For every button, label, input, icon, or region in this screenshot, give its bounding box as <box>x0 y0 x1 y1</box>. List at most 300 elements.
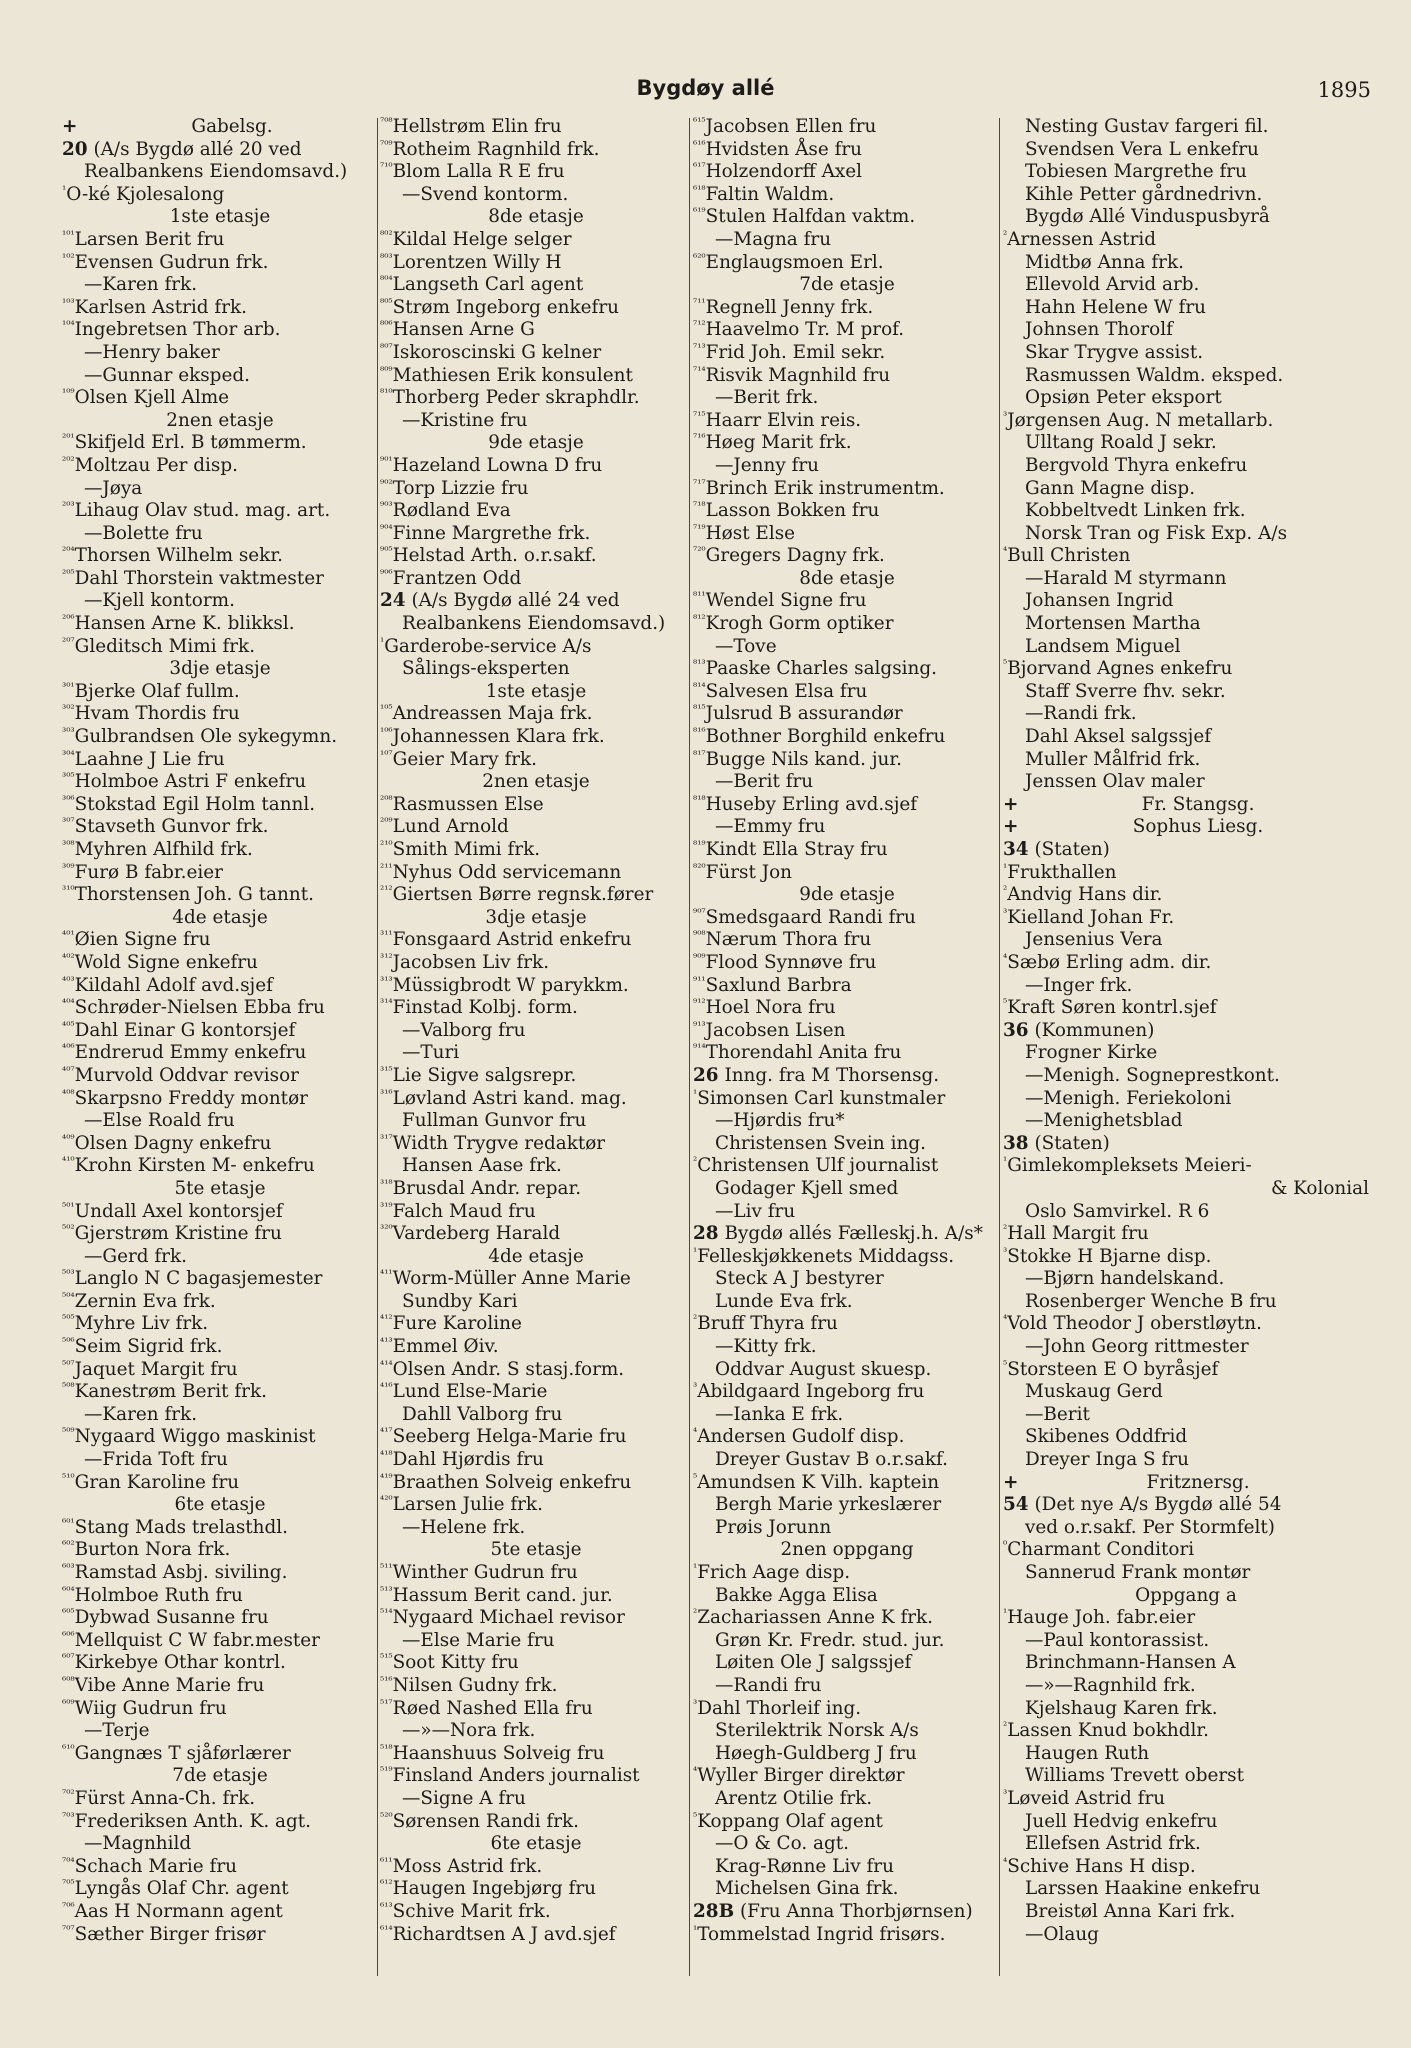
directory-entry: Midtbø Anna frk. <box>1025 251 1184 273</box>
directory-entry: $^{^{711}}$Regnell Jenny frk. <box>693 296 874 318</box>
directory-entry: $^{^{103}}$Karlsen Astrid frk. <box>62 296 248 318</box>
directory-entry: Realbankens Eiendomsavd.) <box>84 161 348 183</box>
directory-entry: Gann Magne disp. <box>1025 477 1196 499</box>
unit-number: ⁶⁰² <box>62 1539 75 1552</box>
directory-entry: Skibenes Oddfrid <box>1025 1426 1188 1448</box>
directory-entry: $^{^{706}}$Aas H Normann agent <box>62 1900 283 1922</box>
directory-entry: $^{^1}$Gimlekompleksets Meieri- <box>1003 1155 1252 1177</box>
directory-entry: Oslo Samvirkel. R 6 <box>1025 1200 1210 1222</box>
unit-number: ⁷¹⁴ <box>693 364 706 377</box>
directory-entry: $^{^{211}}$Nyhus Odd servicemann <box>380 861 622 883</box>
cross-street: + Sophus Liesg. <box>1003 816 1264 838</box>
directory-entry: $^{^{703}}$Frederiksen Anth. K. agt. <box>62 1810 312 1832</box>
directory-entry: $^{^{418}}$Dahl Hjørdis fru <box>380 1449 544 1471</box>
floor-heading: 5te etasje <box>490 1539 582 1561</box>
unit-number: ⁶¹⁴ <box>380 1923 393 1936</box>
directory-entry: $^{^2}$Arnessen Astrid <box>1003 228 1157 250</box>
directory-entry: Kihle Petter gårdnedrivn. <box>1025 183 1263 205</box>
directory-entry: Svendsen Vera L enkefru <box>1025 138 1259 160</box>
directory-entry: Realbankens Eiendomsavd.) <box>402 613 666 635</box>
directory-entry: $^{^1}$Felleskjøkkenets Middagss. <box>693 1245 955 1267</box>
directory-entry: —Frida Toft fru <box>84 1449 228 1471</box>
floor-heading: 6te etasje <box>490 1833 582 1855</box>
unit-number: ⁴¹⁸ <box>380 1449 393 1462</box>
directory-entry: $^{^{909}}$Flood Synnøve fru <box>693 951 877 973</box>
directory-entry: Michelsen Gina frk. <box>715 1878 899 1900</box>
directory-entry: $^{^{420}}$Larsen Julie frk. <box>380 1494 543 1516</box>
directory-entry: —Gerd frk. <box>84 1245 187 1267</box>
unit-number: ⁹⁰² <box>380 477 393 490</box>
directory-entry: $^{^{608}}$Vibe Anne Marie fru <box>62 1674 265 1696</box>
unit-number: ⁴ <box>693 1765 698 1778</box>
directory-entry: Sterilektrik Norsk A/s <box>715 1720 919 1742</box>
directory-entry: $^{^{901}}$Hazeland Lowna D fru <box>380 454 603 476</box>
directory-entry: Lunde Eva frk. <box>715 1290 853 1312</box>
directory-entry: Frogner Kirke <box>1025 1042 1158 1064</box>
directory-entry: $^{^{605}}$Dybwad Susanne fru <box>62 1607 269 1629</box>
unit-number: ⁷⁰² <box>62 1787 75 1800</box>
building-heading: 38 (Staten) <box>1003 1132 1110 1154</box>
unit-number: ⁸⁰² <box>380 228 393 241</box>
unit-number: ³⁰⁸ <box>62 839 75 851</box>
unit-number: ⁵¹⁵ <box>380 1652 393 1665</box>
directory-entry: $^{^{404}}$Schrøder-Nielsen Ebba fru <box>62 997 325 1019</box>
directory-entry: —John Georg rittmester <box>1025 1336 1249 1358</box>
unit-number: ⁶¹⁹ <box>693 206 706 219</box>
unit-number: ⁶⁰⁶ <box>62 1629 75 1642</box>
directory-entry: —Turi <box>402 1042 460 1064</box>
unit-number: ³¹⁵ <box>380 1064 393 1077</box>
directory-entry: Bygdø Allé Vinduspusbyrå <box>1025 206 1270 228</box>
floor-heading: 8de etasje <box>799 567 895 589</box>
unit-number: ⁶¹⁵ <box>693 116 706 128</box>
unit-number: ⁴⁰⁶ <box>62 1042 75 1055</box>
directory-entry: —Kristine fru <box>402 409 528 431</box>
unit-number: ²¹² <box>380 884 393 897</box>
directory-entry: Breistøl Anna Kari frk. <box>1025 1900 1236 1922</box>
directory-entry: —Bjørn handelskand. <box>1025 1268 1225 1290</box>
building-heading: 26 Inng. fra M Thorsensg. <box>693 1064 940 1086</box>
directory-entry: $^{^{109}}$Olsen Kjell Alme <box>62 387 230 409</box>
directory-entry: $^{^{707}}$Sæther Birger frisør <box>62 1923 266 1945</box>
directory-entry: $^{^{315}}$Lie Sigve salgsrepr. <box>380 1064 577 1086</box>
directory-entry: $^{^1}$Frich Aage disp. <box>693 1562 851 1583</box>
directory-entry: —Else Marie fru <box>402 1629 555 1651</box>
directory-entry: $^{^{303}}$Gulbrandsen Ole sykegymn. <box>62 726 338 748</box>
unit-number: ⁵¹⁹ <box>380 1765 393 1778</box>
unit-number: ⁵⁰⁴ <box>62 1290 75 1303</box>
unit-number: ⁹¹⁴ <box>693 1042 706 1055</box>
directory-entry: $^{^{805}}$Strøm Ingeborg enkefru <box>380 296 619 318</box>
unit-number: ⁹⁰⁸ <box>693 929 706 942</box>
building-heading: 54 (Det nye A/s Bygdø allé 54 <box>1003 1494 1282 1516</box>
floor-heading: 9de etasje <box>488 432 584 454</box>
directory-entry: $^{^{313}}$Müssigbrodt W parykkm. <box>380 974 629 996</box>
directory-entry: Fullman Gunvor fru <box>402 1110 587 1132</box>
unit-number: ³⁰² <box>62 703 75 716</box>
unit-number: ³¹⁸ <box>380 1177 393 1190</box>
directory-entry: —Olaug <box>1025 1923 1099 1945</box>
building-heading: 24 (A/s Bygdø allé 24 ved <box>380 590 620 612</box>
unit-number: ⁷⁰³ <box>62 1810 75 1823</box>
unit-number: ⁶⁰⁵ <box>62 1607 75 1620</box>
directory-entry: $^{^3}$Abildgaard Ingeborg fru <box>693 1381 925 1403</box>
unit-number: ⁵ <box>1003 997 1008 1010</box>
directory-entry: $^{^{405}}$Dahl Einar G kontorsjef <box>62 1019 296 1041</box>
directory-entry: —Paul kontorassist. <box>1025 1629 1210 1651</box>
directory-entry: $^{^{806}}$Hansen Arne G <box>380 319 535 341</box>
directory-entry: $^{^2}$Hall Margit fru <box>1003 1223 1149 1245</box>
unit-number: ²¹⁰ <box>380 839 393 851</box>
directory-entry: $^{^1}$Frukthallen <box>1003 861 1117 883</box>
directory-entry: $^{^{712}}$Haavelmo Tr. M prof. <box>693 319 905 341</box>
floor-heading: 7de etasje <box>172 1765 268 1787</box>
directory-entry: $^{^{906}}$Frantzen Odd <box>380 567 522 589</box>
directory-entry: $^{^{411}}$Worm-Müller Anne Marie <box>380 1268 631 1290</box>
directory-entry: $^{^{615}}$Jacobsen Ellen fru <box>693 116 877 137</box>
directory-entry: $^{^{317}}$Width Trygve redaktør <box>380 1132 606 1154</box>
directory-entry: Opsiøn Peter eksport <box>1025 387 1222 409</box>
unit-number: ⁹⁰⁶ <box>380 567 393 580</box>
directory-entry: $^{^{320}}$Vardeberg Harald <box>380 1223 561 1245</box>
unit-number: ⁴¹⁶ <box>380 1381 393 1394</box>
unit-number: ⁸⁰⁴ <box>380 274 393 287</box>
directory-entry: $^{^{907}}$Smedsgaard Randi fru <box>693 906 916 928</box>
directory-entry: —Berit frk. <box>715 387 819 409</box>
directory-entry: Dreyer Gustav B o.r.sakf. <box>715 1449 949 1471</box>
unit-number: ⁶¹³ <box>380 1900 393 1913</box>
unit-number: ⁷⁰⁸ <box>380 116 393 128</box>
directory-entry: —Berit <box>1025 1403 1090 1425</box>
directory-entry: $^{^{705}}$Lyngås Olaf Chr. agent <box>62 1878 289 1900</box>
directory-entry: Muller Målfrid frk. <box>1025 748 1201 770</box>
directory-entry: $^{^{318}}$Brusdal Andr. repar. <box>380 1177 582 1199</box>
unit-number: ⁵¹⁸ <box>380 1742 393 1755</box>
unit-number: ⁷²⁰ <box>693 545 706 558</box>
directory-entry: $^{^{807}}$Iskoroscinski G kelner <box>380 341 602 363</box>
unit-number: ⁵⁰³ <box>62 1268 75 1281</box>
directory-entry: $^{^{306}}$Stokstad Egil Holm tannl. <box>62 793 316 815</box>
directory-entry: Dreyer Inga S fru <box>1025 1449 1189 1471</box>
building-heading: 28B (Fru Anna Thorbjørnsen) <box>693 1900 973 1922</box>
unit-number: ⁶¹⁷ <box>693 161 706 174</box>
directory-entry: Johnsen Thorolf <box>1025 319 1173 341</box>
unit-number: ²⁰⁵ <box>62 567 75 580</box>
directory-entry: $^{^{913}}$Jacobsen Lisen <box>693 1019 846 1041</box>
directory-entry: —Kjell kontorm. <box>84 590 235 612</box>
unit-number: ⁸⁰⁹ <box>380 364 393 377</box>
directory-entry: $^{^5}$Storsteen E O byråsjef <box>1003 1358 1219 1380</box>
unit-number: ⁴⁰⁴ <box>62 997 75 1010</box>
unit-number: ¹ <box>693 1245 698 1258</box>
directory-entry: $^{^{516}}$Nilsen Gudny frk. <box>380 1674 558 1696</box>
unit-number: ⁸¹⁶ <box>693 726 706 739</box>
unit-number: ²⁰¹ <box>62 432 75 445</box>
unit-number: ⁶⁰⁹ <box>62 1697 75 1710</box>
unit-number: ⁹⁰⁹ <box>693 951 706 964</box>
unit-number: ¹ <box>1003 1155 1008 1168</box>
directory-entry: $^{^{710}}$Blom Lalla R E fru <box>380 161 565 183</box>
unit-number: ¹⁰⁹ <box>62 387 75 400</box>
directory-entry: $^{^{908}}$Nærum Thora fru <box>693 929 872 951</box>
directory-column-2 <box>380 116 692 1946</box>
directory-entry: $^{^{617}}$Holzendorff Axel <box>693 161 863 183</box>
directory-entry: Dahl Aksel salgssjef <box>1025 726 1212 748</box>
directory-entry: Jensenius Vera <box>1025 929 1163 951</box>
unit-number: ⁷¹⁵ <box>693 409 706 422</box>
directory-entry: Rosenberger Wenche B fru <box>1025 1290 1277 1312</box>
directory-entry: $^{^{106}}$Johannessen Klara frk. <box>380 726 605 748</box>
unit-number: ⁸¹⁰ <box>380 387 393 400</box>
unit-number: ² <box>693 1313 698 1326</box>
directory-entry: —Ianka E frk. <box>715 1403 844 1425</box>
directory-entry: $^{^{408}}$Skarpsno Freddy montør <box>62 1087 308 1109</box>
unit-number: ⁸¹⁸ <box>693 793 706 806</box>
floor-heading: 5te etasje <box>174 1177 266 1199</box>
unit-number: ⁴¹² <box>380 1313 393 1326</box>
directory-entry: Kjelshaug Karen frk. <box>1025 1697 1218 1719</box>
directory-entry: —Liv fru <box>715 1200 796 1222</box>
directory-entry: $^{^5}$Koppang Olaf agent <box>693 1810 883 1832</box>
directory-entry: Ellefsen Astrid frk. <box>1025 1833 1201 1855</box>
directory-entry: —Menigh. Feriekoloni <box>1025 1087 1232 1109</box>
directory-entry: $^{^{520}}$Sørensen Randi frk. <box>380 1810 580 1832</box>
directory-entry: —Henry baker <box>84 341 220 363</box>
floor-heading: 4de etasje <box>488 1245 584 1267</box>
unit-number: ⁹⁰³ <box>380 500 393 513</box>
unit-number: ⁵¹³ <box>380 1584 393 1597</box>
directory-entry: $^{^{601}}$Stang Mads trelasthdl. <box>62 1516 288 1538</box>
directory-entry: —Else Roald fru <box>84 1110 235 1132</box>
directory-entry: Sundby Kari <box>402 1290 518 1312</box>
unit-number: ⁴ <box>1003 951 1008 964</box>
directory-entry: $^{^0}$Charmant Conditori <box>1003 1539 1195 1561</box>
unit-number: ¹⁰⁷ <box>380 748 393 761</box>
floor-heading: 8de etasje <box>488 206 584 228</box>
directory-entry: $^{^{817}}$Bugge Nils kand. jur. <box>693 748 902 770</box>
unit-number: ⁵ <box>693 1471 698 1484</box>
directory-entry: $^{^{107}}$Geier Mary frk. <box>380 748 538 770</box>
directory-entry: $^{^{416}}$Lund Else-Marie <box>380 1381 548 1403</box>
directory-entry: $^{^{503}}$Langlo N C bagasjemester <box>62 1268 323 1290</box>
directory-entry: $^{^{803}}$Lorentzen Willy H <box>380 251 562 273</box>
unit-number: ² <box>693 1155 698 1168</box>
directory-entry: $^{^5}$Bjorvand Agnes enkefru <box>1003 658 1233 680</box>
directory-entry: $^{^{514}}$Nygaard Michael revisor <box>380 1607 625 1629</box>
unit-number: ¹⁰⁵ <box>380 703 393 716</box>
unit-number: ²⁰⁷ <box>62 635 75 648</box>
unit-number: ² <box>1003 1223 1008 1236</box>
unit-number: ³⁰¹ <box>62 680 75 693</box>
directory-entry: $^{^4}$Bull Christen <box>1003 545 1131 567</box>
building-heading: 34 (Staten) <box>1003 839 1110 860</box>
directory-entry: —Harald M styrmann <box>1025 567 1227 589</box>
directory-column-3 <box>693 116 1001 1946</box>
directory-entry: Muskaug Gerd <box>1025 1381 1163 1403</box>
directory-entry: $^{^{607}}$Kirkebye Othar kontrl. <box>62 1652 286 1674</box>
unit-number: ⁸⁰³ <box>380 251 393 264</box>
directory-entry: —Gunnar eksped. <box>84 364 250 386</box>
page-number: 1895 <box>1317 78 1371 102</box>
directory-entry: $^{^{515}}$Soot Kitty fru <box>380 1652 519 1674</box>
floor-heading: 3dje etasje <box>485 906 587 928</box>
cross-street-icon: + <box>1003 793 1019 815</box>
directory-entry: Haugen Ruth <box>1025 1742 1150 1764</box>
unit-number: ⁹¹³ <box>693 1019 706 1032</box>
directory-entry: $^{^{718}}$Lasson Bokken fru <box>693 500 880 522</box>
unit-number: ²⁰² <box>62 454 75 467</box>
unit-number: ⁷⁰⁹ <box>380 138 393 151</box>
unit-number: ⁹⁰⁴ <box>380 522 393 535</box>
unit-number: ⁴ <box>1003 1855 1008 1868</box>
directory-entry: $^{^2}$Christensen Ulf journalist <box>693 1155 939 1177</box>
directory-entry: $^{^{506}}$Seim Sigrid frk. <box>62 1336 223 1358</box>
directory-entry: Prøis Jorunn <box>715 1516 832 1538</box>
directory-entry: $^{^{519}}$Finsland Anders journalist <box>380 1765 640 1787</box>
directory-entry: Brinchmann-Hansen A <box>1025 1652 1236 1674</box>
directory-entry: $^{^{804}}$Langseth Carl agent <box>380 274 584 296</box>
unit-number: ⁶¹⁰ <box>62 1742 75 1755</box>
directory-entry: Skar Trygve assist. <box>1025 341 1204 363</box>
directory-entry: $^{^{102}}$Evensen Gudrun frk. <box>62 251 269 273</box>
directory-entry: $^{^4}$Sæbø Erling adm. dir. <box>1003 951 1212 973</box>
directory-entry: Ellevold Arvid arb. <box>1025 274 1200 296</box>
directory-entry: $^{^{501}}$Undall Axel kontorsjef <box>62 1200 283 1222</box>
page-header-title: Bygdøy allé <box>636 76 775 100</box>
unit-number: ³⁰⁹ <box>62 861 75 874</box>
directory-entry: Bergh Marie yrkeslærer <box>715 1494 942 1516</box>
unit-number: ³ <box>693 1697 698 1710</box>
directory-entry: Grøn Kr. Fredr. stud. jur. <box>715 1629 945 1651</box>
unit-number: ²⁰³ <box>62 500 75 513</box>
directory-entry: $^{^{604}}$Holmboe Ruth fru <box>62 1584 243 1606</box>
unit-number: ¹⁰³ <box>62 296 75 309</box>
floor-heading: 4de etasje <box>172 906 268 928</box>
directory-entry: $^{^{810}}$Thorberg Peder skraphdlr. <box>380 387 640 409</box>
unit-number: ⁴¹¹ <box>380 1268 393 1281</box>
directory-entry: $^{^1}$Tommelstad Ingrid frisørs. <box>693 1923 946 1945</box>
cross-street-icon: + <box>62 116 78 137</box>
directory-entry: —O & Co. agt. <box>715 1833 850 1855</box>
directory-entry: Arentz Otilie frk. <box>715 1787 873 1809</box>
directory-entry: $^{^{316}}$Løvland Astri kand. mag. <box>380 1087 627 1109</box>
unit-number: ³⁰⁷ <box>62 816 75 829</box>
directory-entry: $^{^3}$Kielland Johan Fr. <box>1003 906 1175 928</box>
directory-entry: $^{^{209}}$Lund Arnold <box>380 816 509 838</box>
directory-entry: $^{^{611}}$Moss Astrid frk. <box>380 1855 543 1877</box>
unit-number: ⁷⁰⁶ <box>62 1900 75 1913</box>
directory-entry: $^{^{815}}$Julsrud B assurandør <box>693 703 903 725</box>
directory-entry: $^{^{406}}$Endrerud Emmy enkefru <box>62 1042 307 1064</box>
directory-entry: $^{^{201}}$Skifjeld Erl. B tømmerm. <box>62 432 307 454</box>
unit-number: ⁵¹⁷ <box>380 1697 393 1710</box>
directory-entry: Rasmussen Waldm. eksped. <box>1025 364 1284 386</box>
floor-heading: 7de etasje <box>799 274 895 296</box>
directory-entry: $^{^{609}}$Wiig Gudrun fru <box>62 1697 227 1719</box>
unit-number: ⁷¹³ <box>693 341 706 354</box>
unit-number: ¹⁰¹ <box>62 228 75 241</box>
unit-number: ⁸¹⁷ <box>693 748 706 761</box>
directory-entry: $^{^{603}}$Ramstad Asbj. siviling. <box>62 1562 288 1583</box>
directory-entry: $^{^{513}}$Hassum Berit cand. jur. <box>380 1584 613 1606</box>
building-heading: 36 (Kommunen) <box>1003 1019 1155 1041</box>
directory-entry: $^{^{101}}$Larsen Berit fru <box>62 228 225 250</box>
unit-number: ³¹⁹ <box>380 1200 393 1213</box>
directory-entry: & Kolonial <box>1270 1177 1369 1199</box>
unit-number: ⁵²⁰ <box>380 1810 393 1823</box>
directory-entry: $^{^{310}}$Thorstensen Joh. G tannt. <box>62 884 314 906</box>
directory-entry: $^{^{716}}$Høeg Marit frk. <box>693 432 852 454</box>
directory-entry: $^{^{508}}$Kanestrøm Berit frk. <box>62 1381 267 1403</box>
directory-entry: $^{^{210}}$Smith Mimi frk. <box>380 839 541 860</box>
unit-number: ³¹³ <box>380 974 393 987</box>
unit-number: ²⁰⁶ <box>62 613 75 626</box>
directory-entry: $^{^{319}}$Falch Maud fru <box>380 1200 536 1222</box>
unit-number: ⁸¹³ <box>693 658 706 671</box>
unit-number: ⁷⁰⁴ <box>62 1855 75 1868</box>
directory-entry: $^{^{414}}$Olsen Andr. S stasj.form. <box>380 1358 625 1380</box>
unit-number: ¹ <box>693 1562 698 1574</box>
unit-number: ⁵¹⁰ <box>62 1471 75 1484</box>
directory-entry: $^{^{702}}$Fürst Anna-Ch. frk. <box>62 1787 256 1809</box>
directory-entry: —Svend kontorm. <box>402 183 569 205</box>
unit-number: ⁸¹² <box>693 613 706 626</box>
unit-number: ⁵⁰⁹ <box>62 1426 75 1439</box>
directory-entry: $^{^{308}}$Myhren Alfhild frk. <box>62 839 253 860</box>
directory-entry: $^{^{311}}$Fonsgaard Astrid enkefru <box>380 929 632 951</box>
unit-number: ⁴ <box>693 1426 698 1439</box>
directory-entry: Staff Sverre fhv. sekr. <box>1025 680 1226 702</box>
unit-number: ⁶¹¹ <box>380 1855 393 1868</box>
directory-entry: Mortensen Martha <box>1025 613 1201 635</box>
directory-entry: —Valborg fru <box>402 1019 526 1041</box>
unit-number: ⁹⁰⁵ <box>380 545 393 558</box>
directory-entry: —Randi frk. <box>1025 703 1137 725</box>
unit-number: ⁴⁰⁸ <box>62 1087 75 1100</box>
unit-number: ⁴¹⁹ <box>380 1471 393 1484</box>
unit-number: ³¹⁶ <box>380 1087 393 1100</box>
unit-number: ⁶⁰⁷ <box>62 1652 75 1665</box>
unit-number: ⁷¹² <box>693 319 706 332</box>
directory-entry: $^{^{301}}$Bjerke Olaf fullm. <box>62 680 240 702</box>
directory-entry: Christensen Svein ing. <box>715 1132 926 1154</box>
directory-entry: $^{^4}$Wyller Birger direktør <box>693 1765 905 1787</box>
unit-number: ⁸¹¹ <box>693 590 706 603</box>
directory-entry: $^{^{518}}$Haanshuus Solveig fru <box>380 1742 605 1764</box>
directory-entry: $^{^{419}}$Braathen Solveig enkefru <box>380 1471 632 1493</box>
directory-entry: —Kitty frk. <box>715 1336 817 1358</box>
directory-entry: $^{^{403}}$Kildahl Adolf avd.sjef <box>62 974 273 996</box>
floor-heading: 2nen oppgang <box>780 1539 914 1561</box>
directory-entry: $^{^2}$Bruff Thyra fru <box>693 1313 838 1335</box>
unit-number: ⁷⁰⁵ <box>62 1878 75 1891</box>
directory-entry: $^{^{510}}$Gran Karoline fru <box>62 1471 240 1493</box>
directory-entry: $^{^3}$Dahl Thorleif ing. <box>693 1697 862 1719</box>
unit-number: ⁸¹⁵ <box>693 703 706 716</box>
unit-number: ³ <box>693 1381 698 1394</box>
directory-entry: $^{^{302}}$Hvam Thordis fru <box>62 703 240 725</box>
unit-number: ⁶⁰⁸ <box>62 1674 75 1687</box>
unit-number: ⁹⁰¹ <box>380 454 393 467</box>
directory-entry: $^{^1}$Hauge Joh. fabr.eier <box>1003 1607 1196 1629</box>
directory-entry: $^{^{407}}$Murvold Oddvar revisor <box>62 1064 299 1086</box>
directory-entry: $^{^{409}}$Olsen Dagny enkefru <box>62 1132 272 1154</box>
cross-street-icon: + <box>1003 1471 1019 1493</box>
directory-entry: —Hjørdis fru* <box>715 1110 845 1132</box>
unit-number: ⁷¹¹ <box>693 296 706 309</box>
unit-number: ¹⁰⁶ <box>380 726 393 739</box>
unit-number: ⁴ <box>1003 545 1008 558</box>
